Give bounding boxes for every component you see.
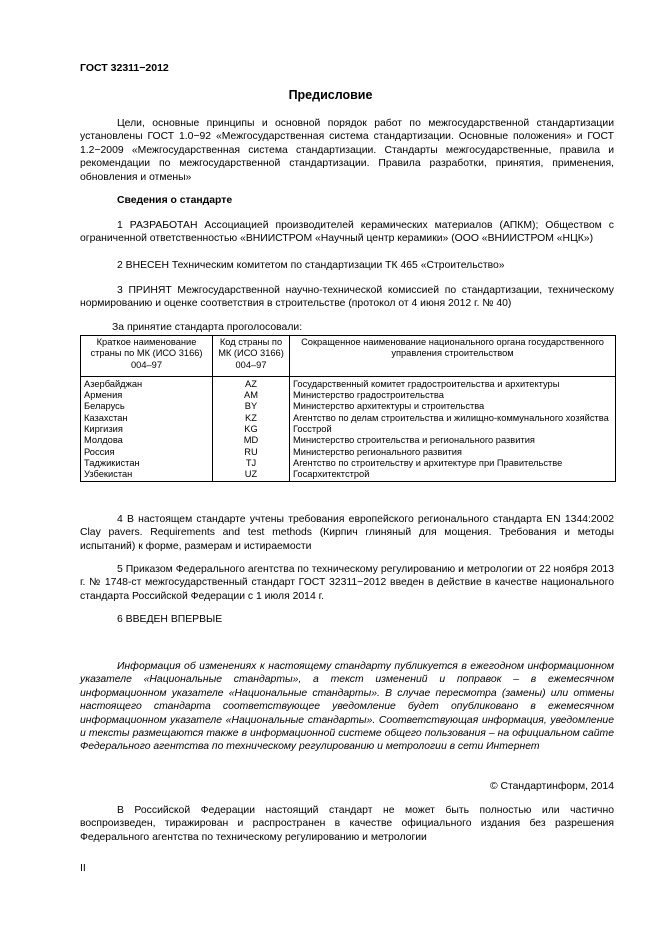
cell-country: Таджикистан — [81, 458, 213, 469]
cell-code: BY — [213, 401, 290, 412]
cell-code: KZ — [213, 413, 290, 424]
cell-country: Узбекистан — [81, 469, 213, 481]
item-4-european-standard: 4 В настоящем стандарте учтены требования европейского регионального стандарта EN 1344:2002 Clay pavers. Requirements and test methods (Кирпич глиняный для мощения. Требования и методы испытаний) к форме, размерам и истираемости — [80, 514, 614, 552]
vote-caption: За принятие стандарта проголосовали: — [112, 322, 303, 333]
voting-table — [80, 335, 616, 482]
cell-country: Молдова — [81, 435, 213, 446]
table-row — [81, 424, 616, 435]
cell-code: AZ — [213, 376, 290, 390]
table-row — [81, 447, 616, 458]
cell-authority: Агентство по строительству и архитектуре при Правительстве — [290, 458, 616, 469]
table-header-row — [81, 336, 616, 377]
cell-authority: Министерство регионального развития — [290, 447, 616, 458]
cell-code: RU — [213, 447, 290, 458]
reproduction-notice: В Российской Федерации настоящий стандарт не может быть полностью или частично воспроизведен, тиражирован и распространен в качестве официального издания без разрешения Федерального агентства по техническому регулированию и метрологии — [80, 805, 614, 843]
table-row — [81, 401, 616, 412]
cell-authority: Госархитектстрой — [290, 469, 616, 481]
cell-authority: Агентство по делам строительства и жилищно-коммунального хозяйства — [290, 413, 616, 424]
item-3-adopted: 3 ПРИНЯТ Межгосударственной научно-технической комиссией по стандартизации, техническому нормированию и оценке соответствия в строительстве (протокол от 4 июня 2012 г. № 40) — [80, 285, 614, 310]
cell-code: AM — [213, 390, 290, 401]
page-title: Предисловие — [288, 88, 373, 102]
cell-country: Беларусь — [81, 401, 213, 412]
header-authority-name: Сокращенное наименование национального органа государственного управления строительством — [290, 336, 616, 377]
table-row — [81, 458, 616, 469]
cell-authority: Государственный комитет градостроительства и архитектуры — [290, 376, 616, 390]
document-header: ГОСТ 32311−2012 — [80, 62, 169, 74]
cell-country: Киргизия — [81, 424, 213, 435]
table-row — [81, 469, 616, 481]
cell-authority: Министерство строительства и регионального развития — [290, 435, 616, 446]
table-row — [81, 413, 616, 424]
copyright-line: © Стандартинформ, 2014 — [489, 781, 614, 792]
cell-code: UZ — [213, 469, 290, 481]
table-row — [81, 376, 616, 390]
cell-code: MD — [213, 435, 290, 446]
item-2-introduced: 2 ВНЕСЕН Техническим комитетом по стандартизации ТК 465 «Строительство» — [117, 260, 505, 271]
table-row — [81, 435, 616, 446]
cell-country: Россия — [81, 447, 213, 458]
cell-authority: Министерство градостроительства — [290, 390, 616, 401]
header-country-code: Код страны по МК (ИСО 3166) 004–97 — [213, 336, 290, 377]
table-row — [81, 390, 616, 401]
item-6-first-introduced: 6 ВВЕДЕН ВПЕРВЫЕ — [117, 614, 223, 625]
cell-code: KG — [213, 424, 290, 435]
changes-information-notice: Информация об изменениях к настоящему стандарту публикуется в ежегодном информационном указателе «Национальные стандарты», а текст изменений и поправок – в ежемесячном информационном указателе «Национальные стандарты». В случае пересмотра (замены) или отмены настоящего стандарта соответствующее уведомление будет опубликовано в ежемесячном информационном указателе «Национальные стандарты». Соответствующая информация, уведомление и тексты размещаются также в информационной системе общего пользования – на официальном сайте Федерального агентства по техническому регулированию и метрологии в сети Интернет — [80, 661, 614, 753]
intro-paragraph: Цели, основные принципы и основной порядок работ по межгосударственной стандартизации установлены ГОСТ 1.0−92 «Межгосударственная система стандартизации. Основные положения» и ГОСТ 1.2−2009 «Межгосударственная система стандартизации. Стандарты межгосударственные, правила и рекомендации по межгосударственной стандартизации. Правила разработки, принятия, применения, обновления и отмены» — [80, 118, 614, 183]
cell-authority: Министерство архитектуры и строительства — [290, 401, 616, 412]
item-1-developed: 1 РАЗРАБОТАН Ассоциацией производителей керамических материалов (АПКМ); Обществом с ограниченной ответственностью «ВНИИСТРОМ «Научный центр керамики» (ООО «ВНИИСТРОМ «НЦК») — [80, 220, 614, 245]
cell-country: Азербайджан — [81, 376, 213, 390]
cell-code: TJ — [213, 458, 290, 469]
cell-authority: Госстрой — [290, 424, 616, 435]
info-heading: Сведения о стандарте — [117, 195, 233, 206]
item-5-order: 5 Приказом Федерального агентства по техническому регулированию и метрологии от 22 ноября 2013 г. № 1748-ст межгосударственный стандарт ГОСТ 32311−2012 введен в действие в качестве национального стандарта Российской Федерации с 1 июля 2014 г. — [80, 564, 614, 602]
cell-country: Армения — [81, 390, 213, 401]
header-country-name: Краткое наименование страны по МК (ИСО 3166) 004–97 — [81, 336, 213, 377]
cell-country: Казахстан — [81, 413, 213, 424]
page-number: II — [80, 862, 86, 874]
